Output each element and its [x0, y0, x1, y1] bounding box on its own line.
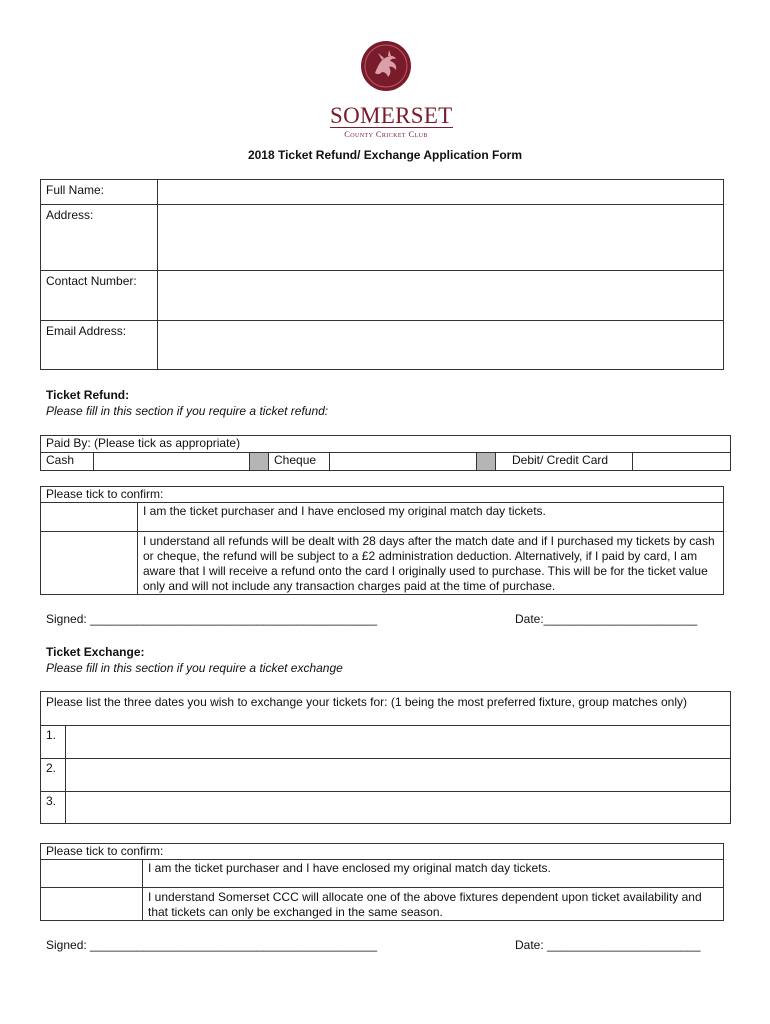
exchange-date-2-field[interactable] — [66, 759, 731, 792]
cash-tick-box[interactable] — [94, 453, 250, 471]
exchange-row-2-number: 2. — [41, 759, 66, 792]
exchange-row-3-number: 3. — [41, 792, 66, 824]
exchange-confirm-label: Please tick to confirm: — [41, 844, 724, 860]
divider-shade — [250, 453, 269, 471]
exchange-dates-table — [40, 691, 731, 824]
club-name: SOMERSET — [330, 103, 453, 128]
full-name-label: Full Name: — [41, 180, 158, 205]
divider-shade — [477, 453, 496, 471]
address-field[interactable] — [158, 205, 724, 271]
exchange-date-line[interactable]: Date: _______________________ — [515, 938, 701, 952]
refund-section-title: Ticket Refund: — [46, 388, 130, 402]
contact-number-label: Contact Number: — [41, 271, 158, 321]
refund-confirm-1-text: I am the ticket purchaser and I have enclosed my original match day tickets. — [138, 503, 724, 532]
club-logo — [330, 40, 453, 139]
dragon-crest-icon — [360, 40, 412, 92]
refund-signed-line[interactable]: Signed: ___________________________________________ — [46, 612, 378, 626]
cash-label: Cash — [41, 453, 94, 471]
exchange-dates-label: Please list the three dates you wish to exchange your tickets for: (1 being the most preferred fixture, group matches only) — [41, 692, 731, 726]
cheque-tick-box[interactable] — [330, 453, 477, 471]
refund-confirm-2-text: I understand all refunds will be dealt with 28 days after the match date and if I purchased my tickets by cash or cheque, the refund will be subject to a £2 administration deduction. Alternatively, if I paid by card, I am aware that I will receive a refund onto the card I originally used to purchase. This will be for the ticket value only and will not include any transaction charges paid at the time of purchase. — [138, 532, 724, 595]
refund-confirm-1-tick-box[interactable] — [41, 503, 138, 532]
payment-method-table — [40, 435, 731, 471]
exchange-row-1-number: 1. — [41, 726, 66, 759]
exchange-section-title: Ticket Exchange: — [46, 645, 145, 659]
refund-section-subtitle: Please fill in this section if you require a ticket refund: — [46, 404, 329, 418]
exchange-confirm-2-tick-box[interactable] — [41, 888, 143, 921]
contact-details-table — [40, 179, 724, 370]
email-field[interactable] — [158, 321, 724, 370]
contact-number-field[interactable] — [158, 271, 724, 321]
exchange-date-1-field[interactable] — [66, 726, 731, 759]
exchange-confirm-table — [40, 843, 724, 921]
exchange-confirm-1-text: I am the ticket purchaser and I have enclosed my original match day tickets. — [143, 860, 724, 888]
refund-confirm-2-tick-box[interactable] — [41, 532, 138, 595]
card-cell — [496, 453, 731, 471]
club-subtitle: County Cricket Club — [344, 129, 428, 139]
card-tick-box[interactable] — [633, 453, 730, 470]
exchange-date-3-field[interactable] — [66, 792, 731, 824]
email-label: Email Address: — [41, 321, 158, 370]
paid-by-label: Paid By: (Please tick as appropriate) — [41, 436, 731, 453]
full-name-field[interactable] — [158, 180, 724, 205]
exchange-confirm-2-text: I understand Somerset CCC will allocate one of the above fixtures dependent upon ticket availability and that tickets can only be exchanged in the same season. — [143, 888, 724, 921]
cheque-label: Cheque — [269, 453, 330, 471]
address-label: Address: — [41, 205, 158, 271]
form-title: 2018 Ticket Refund/ Exchange Application Form — [247, 148, 523, 162]
exchange-confirm-1-tick-box[interactable] — [41, 860, 143, 888]
refund-confirm-table — [40, 486, 724, 595]
refund-date-line[interactable]: Date:_______________________ — [515, 612, 698, 626]
refund-confirm-label: Please tick to confirm: — [41, 487, 724, 503]
exchange-section-subtitle: Please fill in this section if you require a ticket exchange — [46, 661, 343, 675]
exchange-signed-line[interactable]: Signed: ___________________________________________ — [46, 938, 378, 952]
card-label: Debit/ Credit Card — [496, 453, 633, 470]
